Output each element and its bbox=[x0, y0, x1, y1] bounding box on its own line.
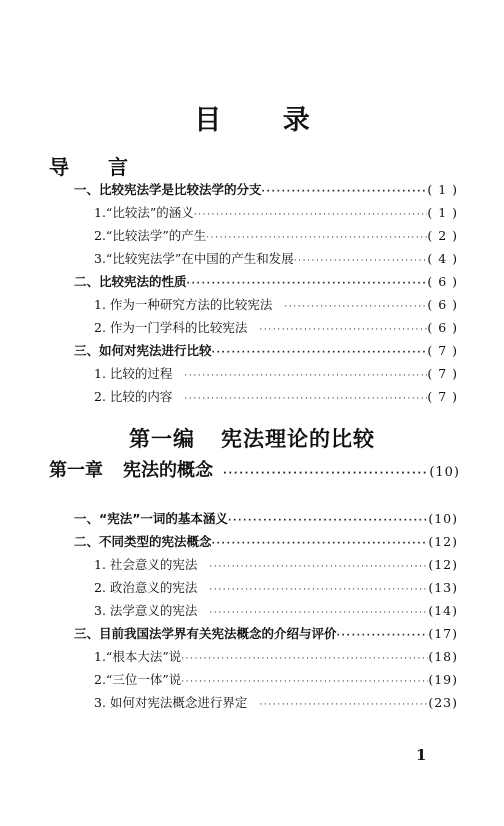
dot-leader bbox=[294, 251, 428, 271]
toc-entry-page: ( 6 ) bbox=[427, 320, 458, 335]
dot-leader bbox=[209, 557, 428, 577]
dot-leader bbox=[212, 534, 429, 554]
page-title: 目 录 bbox=[194, 105, 336, 136]
toc-entry-page: ( 4 ) bbox=[427, 251, 458, 266]
toc-entry[interactable] bbox=[94, 647, 458, 667]
toc-entry[interactable] bbox=[94, 364, 458, 384]
chapter-title: 宪法的概念 bbox=[123, 460, 213, 481]
dot-leader bbox=[262, 182, 428, 202]
toc-entry[interactable] bbox=[94, 249, 458, 269]
toc-entry[interactable] bbox=[94, 318, 458, 338]
toc-entry-label: 1. 作为一种研究方法的比较宪法 bbox=[94, 297, 273, 312]
chapter-page: (10) bbox=[429, 465, 460, 480]
part-number: 第一编 bbox=[129, 427, 195, 451]
toc-entry[interactable] bbox=[94, 670, 458, 690]
toc-entry[interactable] bbox=[94, 387, 458, 407]
dot-leader bbox=[194, 205, 428, 225]
toc-entry-page: ( 7 ) bbox=[427, 366, 458, 381]
toc-entry[interactable] bbox=[74, 180, 458, 200]
toc-entry-label: 2.“比较法学”的产生 bbox=[94, 228, 207, 243]
toc-entry-page: ( 6 ) bbox=[427, 274, 458, 289]
toc-entry-page: (12) bbox=[428, 534, 458, 549]
page-number: 1 bbox=[416, 746, 427, 764]
dot-leader bbox=[223, 461, 429, 487]
toc-entry[interactable] bbox=[74, 532, 458, 552]
dot-leader bbox=[187, 274, 428, 294]
chapter-number: 第一章 bbox=[49, 460, 103, 481]
dot-leader bbox=[184, 366, 427, 386]
toc-entry-page: ( 1 ) bbox=[427, 182, 458, 197]
dot-leader bbox=[181, 672, 428, 692]
toc-entry-page: (12) bbox=[428, 557, 458, 572]
toc-entry[interactable] bbox=[74, 624, 458, 644]
dot-leader bbox=[181, 649, 428, 669]
toc-entry-label: 1.“比较法”的涵义 bbox=[94, 205, 194, 220]
toc-entry-label: 2. 作为一门学科的比较宪法 bbox=[94, 320, 248, 335]
dot-leader bbox=[337, 626, 429, 646]
toc-entry-label: 2. 政治意义的宪法 bbox=[94, 580, 198, 595]
toc-entry-label: 3.“比较宪法学”在中国的产生和发展 bbox=[94, 251, 294, 266]
chapter-label bbox=[49, 458, 213, 484]
toc-entry-label: 三、目前我国法学界有关宪法概念的介绍与评价 bbox=[74, 626, 337, 641]
toc-entry-page: (23) bbox=[428, 695, 458, 710]
dot-leader bbox=[209, 580, 428, 600]
toc-entry-page: (19) bbox=[428, 672, 458, 687]
toc-entry-page: ( 6 ) bbox=[427, 297, 458, 312]
toc-entry[interactable] bbox=[94, 578, 458, 598]
toc-entry[interactable] bbox=[94, 203, 458, 223]
toc-entry-page: (17) bbox=[428, 626, 458, 641]
toc-entry[interactable] bbox=[74, 272, 458, 292]
toc-entry-page: (18) bbox=[428, 649, 458, 664]
toc-entry[interactable] bbox=[94, 226, 458, 246]
section-heading-intro: 导 言 bbox=[49, 155, 144, 179]
toc-entry-page: ( 7 ) bbox=[427, 343, 458, 358]
toc-entry-page: (10) bbox=[428, 511, 458, 526]
toc-entry-page: ( 2 ) bbox=[427, 228, 458, 243]
toc-entry-page: (13) bbox=[428, 580, 458, 595]
toc-entry-label: 1.“根本大法”说 bbox=[94, 649, 182, 664]
toc-entry-label: 三、如何对宪法进行比较 bbox=[74, 343, 212, 358]
dot-leader bbox=[212, 343, 428, 363]
dot-leader bbox=[184, 389, 427, 409]
toc-entry[interactable] bbox=[94, 693, 458, 713]
toc-entry-page: ( 1 ) bbox=[427, 205, 458, 220]
toc-entry-page: (14) bbox=[428, 603, 458, 618]
dot-leader bbox=[284, 297, 427, 317]
toc-entry[interactable] bbox=[94, 601, 458, 621]
toc-entry-label: 一、“宪法”一词的基本涵义 bbox=[74, 511, 228, 526]
toc-entry[interactable] bbox=[94, 555, 458, 575]
toc-entry-label: 2.“三位一体”说 bbox=[94, 672, 182, 687]
toc-entry[interactable] bbox=[74, 509, 458, 529]
chapter-entry[interactable] bbox=[49, 458, 460, 484]
toc-entry-label: 二、不同类型的宪法概念 bbox=[74, 534, 212, 549]
part-heading bbox=[0, 423, 504, 453]
toc-entry-page: ( 7 ) bbox=[427, 389, 458, 404]
dot-leader bbox=[259, 320, 427, 340]
toc-entry-label: 3. 法学意义的宪法 bbox=[94, 603, 198, 618]
dot-leader bbox=[228, 511, 428, 531]
toc-entry-label: 二、比较宪法的性质 bbox=[74, 274, 187, 289]
dot-leader bbox=[206, 228, 427, 248]
dot-leader bbox=[259, 695, 428, 715]
toc-entry-label: 一、比较宪法学是比较法学的分支 bbox=[74, 182, 262, 197]
toc-entry[interactable] bbox=[74, 341, 458, 361]
toc-entry-label: 3. 如何对宪法概念进行界定 bbox=[94, 695, 248, 710]
toc-entry-label: 1. 比较的过程 bbox=[94, 366, 173, 381]
toc-entry[interactable] bbox=[94, 295, 458, 315]
toc-entry-label: 2. 比较的内容 bbox=[94, 389, 173, 404]
dot-leader bbox=[209, 603, 428, 623]
part-title: 宪法理论的比较 bbox=[221, 427, 375, 451]
toc-entry-label: 1. 社会意义的宪法 bbox=[94, 557, 198, 572]
